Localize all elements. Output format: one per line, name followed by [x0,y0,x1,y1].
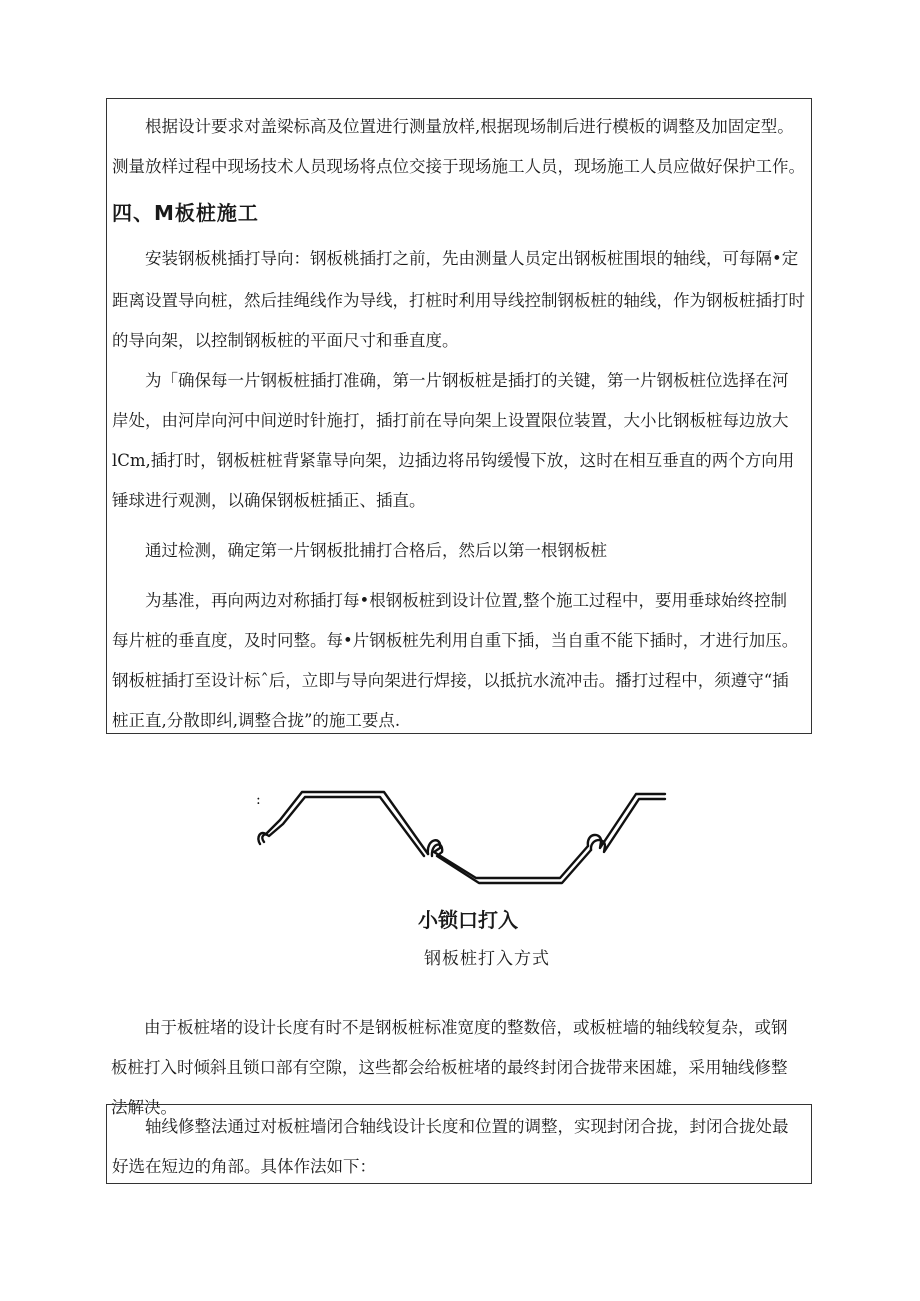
paragraph-line: 每片桩的垂直度，及时冋整。每•片钢板桩先利用自重下插，当自重不能下插时，才进行加压。 [112,631,799,650]
paragraph-line: 轴线修整法通过对板桩墙闭合轴线设计长度和位置的调整，实现封闭合拢，封闭合拢处最 [145,1117,789,1136]
paragraph-line: lCm,插打时，钢板桩桩背紧靠导向架，边插边将吊钩缓慢下放，这时在相互垂直的两个方向用 [112,451,795,470]
figure-caption: 钢板桩打入方式 [424,949,550,969]
paragraph-line: 岸处，由河岸向河中间逆时针施打，插打前在导向架上设置限位装置，大小比钢板桩每边放大 [112,411,789,430]
paragraph-line: 板桩打入时倾斜且锁口部有空隙，这些都会给板桩堵的最终封闭合拢带来困雄，采用轴线修整 [111,1058,788,1077]
paragraph-line: 根据设计要求对盖梁标高及位置进行测量放样,根据现场制后进行模板的调整及加固定型。 [145,117,794,136]
body-paragraph [106,1018,812,1117]
paragraph-line: 的导向架，以控制钢板桩的平面尺寸和垂直度。 [112,331,459,350]
paragraph-line: 测量放样过程中现场技术人员现场将点位交接于现场施工人员，现场施工人员应做好保护工作。 [112,157,805,176]
sheet-pile-diagram [250,780,680,900]
diagram-inner-label: 小锁口打入 [418,908,518,932]
content-box-2 [106,1104,812,1184]
svg-text::: : [256,792,261,808]
paragraph-line: 法解决。 [111,1098,177,1117]
paragraph-line: 由于板桩堵的设计长度有时不是钢板桩标准宽度的整数倍，或板桩墙的轴线较复杂，或钢 [144,1018,788,1037]
paragraph-line: 为「确保每一片钢板桩插打准确，第一片钢板桩是插打的关键，第一片钢板桩位选择在河 [145,371,789,390]
paragraph-line: 好选在短边的角部。具体作法如下： [112,1157,376,1176]
paragraph-line: 通过检测，确定第一片钢板批捕打合格后，然后以第一根钢板桩 [145,541,607,560]
paragraph-line: 桩正直,分散即纠,调整合拢”的施工要点. [112,711,401,730]
paragraph-line: 钢板桩插打至设计标ˆ后，立即与导向架进行焊接，以抵抗水流冲击。播打过程中，须遵守“插 [112,671,789,690]
paragraph-line: 为基准，再向两边对称插打每•根钢板桩到设计位置,整个施工过程中，要用垂球始终控制 [145,591,787,610]
paragraph-line: 距离设置导向桩，然后挂绳线作为导线，打桩时利用导线控制钢板桩的轴线，作为钢板桩插打时 [112,291,805,310]
section-heading: 四、M板桩施工 [112,201,259,225]
sheet-pile-figure [250,780,680,980]
paragraph-line: 安装钢板桃插打导向：钢板桃插打之前，先由测量人员定出钢板桩围垠的轴线，可每隔•定 [145,249,799,268]
content-box-1 [106,98,812,734]
paragraph-line: 锤球进行观测，以确保钢板桩插正、插直。 [112,491,426,510]
